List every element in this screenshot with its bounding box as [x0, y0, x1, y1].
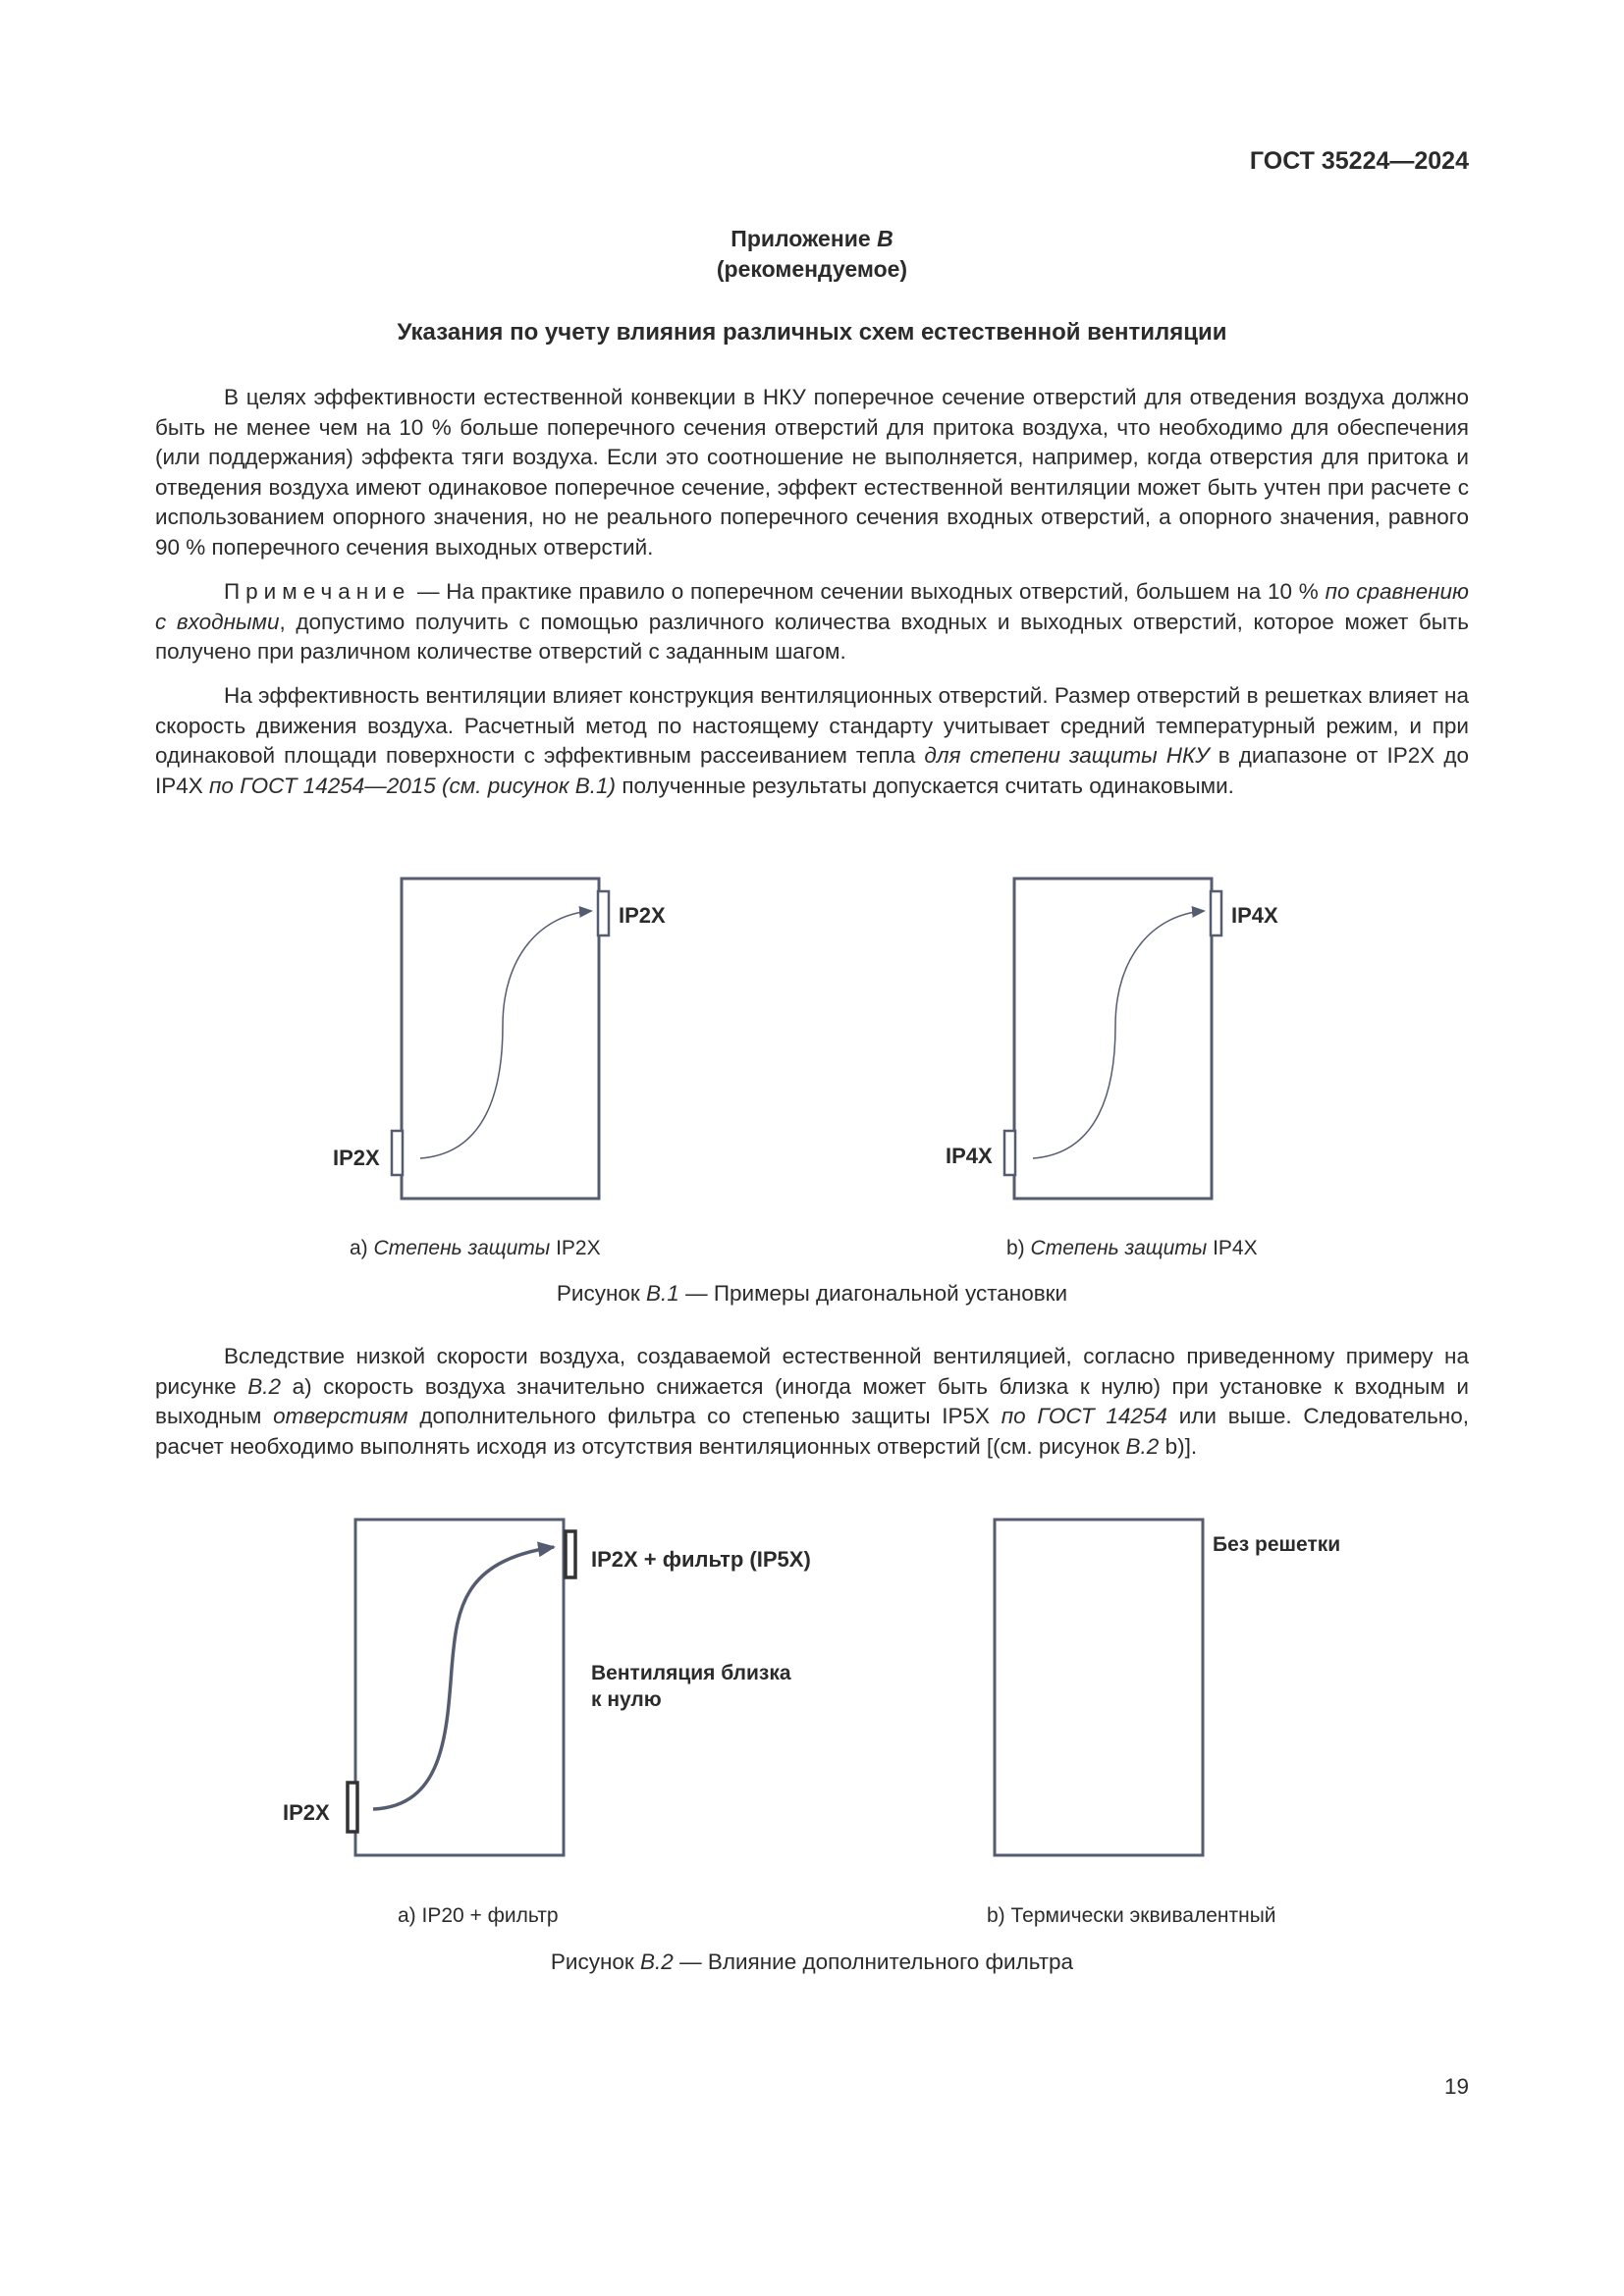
vent-inlet-b: [1004, 1131, 1015, 1175]
filter-inlet-c: [348, 1783, 357, 1832]
note-label: Примечание: [224, 579, 411, 604]
appendix-title: Приложение В: [731, 226, 893, 251]
label-no-grille: Без решетки: [1213, 1533, 1341, 1556]
filter-outlet-c: [566, 1531, 575, 1577]
vent-outlet-b: [1211, 891, 1221, 935]
airflow-arrow-c: [373, 1547, 554, 1809]
enclosure-box-d: [995, 1520, 1203, 1855]
label-ip2x-inlet-b2: IP2X: [283, 1800, 330, 1825]
paragraph-3: На эффективность вентиляции влияет конструкция вентиляционных отверстий. Размер отверстий в решетках влияет на скорость движения воздуха. Расчетный метод по настоящему стандарту учитывает средний температурный режим, и при одинаковой площади поверхности с эффективным рассеиванием тепла для степени защиты НКУ в диапазоне от IP2X до IP4X по ГОСТ 14254—2015 (см. рисунок В.1) полученные результаты допускается считать одинаковыми.: [155, 683, 1469, 798]
caption-b2-a: а) IP20 + фильтр: [398, 1904, 559, 1927]
page-number: 19: [1443, 2074, 1469, 2099]
standard-code: ГОСТ 35224—2024: [1249, 147, 1469, 175]
label-ip2x-filter: IP2X + фильтр (IP5X): [591, 1547, 811, 1572]
caption-b1-a: а) Степень защиты IP2X: [350, 1237, 601, 1259]
figure-b2-title: Рисунок В.2 — Влияние дополнительного фильтра: [550, 1949, 1074, 1974]
paragraph-1: В целях эффективности естественной конвекции в НКУ поперечное сечение отверстий для отведения воздуха должно быть не менее чем на 10 % больше поперечного сечения отверстий для притока воздуха, что необходимо для обеспечения (или поддержания) эффекта тяги воздуха. Если это соотношение не выполняется, например, когда отверстия для притока и отведения воздуха имеют одинаковое поперечное сечение, эффект естественной вентиляции может быть учтен при расчете с использованием опорного значения, но не реального поперечного сечения входных отверстий, а опорного значения, равного 90 % поперечного сечения выходных отверстий.: [155, 385, 1469, 560]
vent-outlet-a: [598, 891, 609, 935]
airflow-arrow-b: [1033, 911, 1204, 1158]
label-ip2x-in: IP2X: [333, 1146, 380, 1170]
enclosure-box-b: [1014, 879, 1212, 1199]
label-ip4x-in: IP4X: [946, 1144, 993, 1168]
enclosure-box-c: [355, 1520, 564, 1855]
appendix-status: (рекомендуемое): [716, 256, 908, 282]
caption-b2-b: b) Термически эквивалентный: [987, 1904, 1276, 1927]
figure-b1-title: Рисунок В.1 — Примеры диагональной установки: [556, 1281, 1068, 1306]
airflow-arrow-a: [420, 911, 591, 1158]
appendix-heading: Указания по учету влияния различных схем естественной вентиляции: [397, 319, 1227, 346]
caption-b1-b: b) Степень защиты IP4X: [1006, 1237, 1258, 1259]
note-paragraph: Примечание — На практике правило о поперечном сечении выходных отверстий, большем на 10 % по сравнению с входными, допустимо получить с помощью различного количества входных и выходных отверстий, которое может быть получено при различном количестве отверстий с заданным шагом.: [155, 579, 1469, 664]
paragraph-4: Вследствие низкой скорости воздуха, создаваемой естественной вентиляцией, согласно приведенному примеру на рисунке В.2 а) скорость воздуха значительно снижается (иногда может быть близка к нулю) при установке к входным и выходным отверстиям дополнительного фильтра со степенью защиты IP5X по ГОСТ 14254 или выше. Следовательно, расчет необходимо выполнять исходя из отсутствия вентиляционных отверстий [(см. рисунок В.2 b)].: [155, 1344, 1469, 1459]
label-ip4x-out: IP4X: [1231, 903, 1278, 928]
vent-inlet-a: [392, 1131, 403, 1175]
label-ip2x-out: IP2X: [619, 903, 666, 928]
label-ventilation-near-zero: Вентиляция близка к нулю: [591, 1662, 791, 1711]
enclosure-box-a: [402, 879, 599, 1199]
